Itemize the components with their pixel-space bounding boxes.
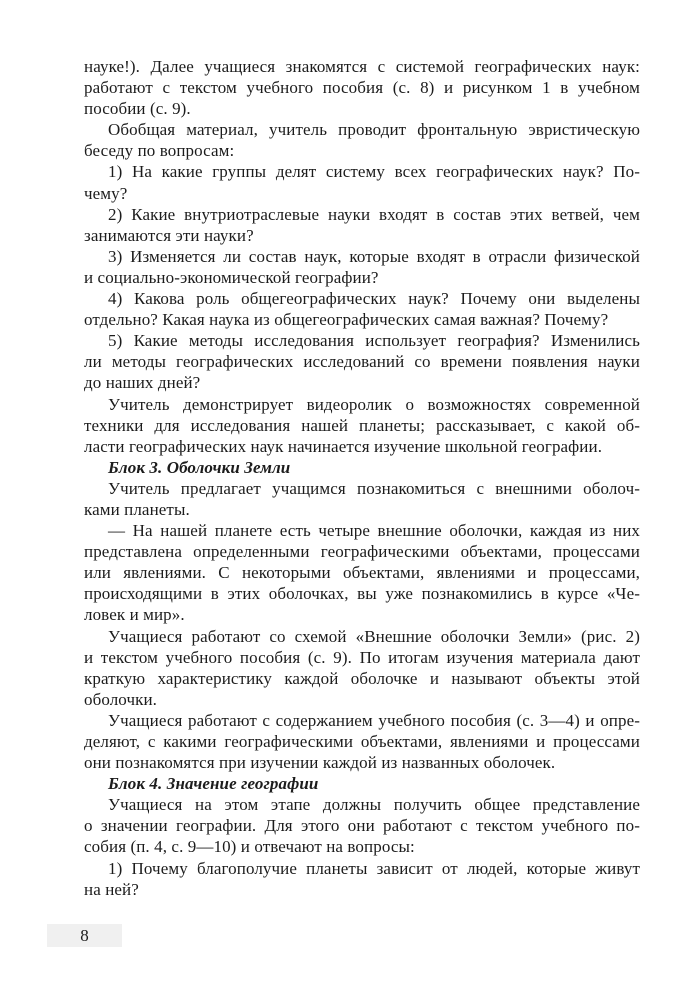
- section-heading: Блок 3. Оболочки Земли: [108, 457, 291, 477]
- text-line: краткую характеристику каждой оболочке и называют объекты этой: [84, 668, 640, 688]
- paragraph: [84, 794, 640, 857]
- text-line: Учитель демонстрирует видеоролик о возможностях современной: [108, 394, 640, 414]
- text-line: ловек и мир».: [84, 605, 185, 625]
- page-number-box: [47, 924, 122, 947]
- paragraph: [84, 56, 640, 119]
- text-line: 1) Почему благополучие планеты зависит от людей, которые живут: [108, 858, 640, 878]
- text-line: и текстом учебного пособия (с. 9). По итогам изучения материала дают: [84, 647, 640, 667]
- text-line: занимаются эти науки?: [84, 225, 254, 245]
- section-heading: Блок 4. Значение географии: [108, 774, 319, 794]
- text-line: 3) Изменяется ли состав наук, которые входят в отрасли физической: [108, 246, 640, 266]
- text-line: работают с текстом учебного пособия (с. 8) и рисунком 1 в учебном: [84, 78, 640, 98]
- text-line: они познакомятся при изучении каждой из названных оболочек.: [84, 753, 556, 773]
- text-line: и социально-экономической географии?: [84, 267, 379, 287]
- text-line: беседу по вопросам:: [84, 141, 235, 161]
- paragraph: [84, 394, 640, 457]
- text-line: Учащиеся на этом этапе должны получить общее представление: [108, 795, 640, 815]
- paragraph: [84, 478, 640, 520]
- text-line: или явлениями. С некоторыми объектами, явлениями и процессами,: [84, 563, 640, 583]
- text-line: 1) На какие группы делят систему всех географических наук? По-: [108, 162, 640, 182]
- section-heading-paragraph: [84, 457, 640, 478]
- text-line: представлена определенными географическими объектами, процессами: [84, 542, 640, 562]
- text-line: на ней?: [84, 879, 139, 899]
- text-line: Учитель предлагает учащимся познакомиться с внешними оболоч-: [108, 478, 640, 498]
- text-line: чему?: [84, 183, 128, 203]
- paragraph: [84, 858, 640, 900]
- text-line: Учащиеся работают со схемой «Внешние оболочки Земли» (рис. 2): [108, 626, 640, 646]
- paragraph: [84, 626, 640, 710]
- text-line: отдельно? Какая наука из общегеографических самая важная? Почему?: [84, 310, 609, 330]
- text-line: 4) Какова роль общегеографических наук? Почему они выделены: [108, 289, 640, 309]
- section-heading-paragraph: [84, 773, 640, 794]
- paragraph: [84, 520, 640, 625]
- text-line: оболочки.: [84, 689, 158, 709]
- page-text: [84, 56, 640, 900]
- text-line: 2) Какие внутриотраслевые науки входят в состав этих ветвей, чем: [108, 204, 640, 224]
- paragraph: [84, 710, 640, 773]
- text-line: 5) Какие методы исследования использует география? Изменились: [108, 331, 640, 351]
- text-line: ками планеты.: [84, 499, 190, 519]
- text-line: собия (п. 4, с. 9—10) и отвечают на вопросы:: [84, 837, 415, 857]
- paragraph: [84, 288, 640, 330]
- text-line: происходящими в этих оболочках, вы уже познакомились в курсе «Че-: [84, 584, 640, 604]
- text-line: ли методы географических исследований со времени появления науки: [84, 352, 640, 372]
- text-line: техники для исследования нашей планеты; рассказывает, с какой об-: [84, 415, 640, 435]
- text-line: Обобщая материал, учитель проводит фронтальную эвристическую: [108, 120, 640, 140]
- paragraph: [84, 161, 640, 203]
- text-line: — На нашей планете есть четыре внешние оболочки, каждая из них: [108, 521, 640, 541]
- text-line: ласти географических наук начинается изучение школьной географии.: [84, 436, 603, 456]
- paragraph: [84, 330, 640, 393]
- text-line: о значении географии. Для этого они работают с текстом учебного по-: [84, 816, 640, 836]
- page-number: 8: [80, 926, 89, 945]
- paragraph: [84, 204, 640, 246]
- text-line: Учащиеся работают с содержанием учебного пособия (с. 3—4) и опре-: [108, 710, 640, 730]
- text-line: науке!). Далее учащиеся знакомятся с системой географических наук:: [84, 57, 640, 76]
- text-line: до наших дней?: [84, 373, 201, 393]
- text-line: пособии (с. 9).: [84, 99, 191, 119]
- paragraph: [84, 119, 640, 161]
- paragraph: [84, 246, 640, 288]
- text-line: деляют, с какими географическими объектами, явлениями и процессами: [84, 732, 640, 751]
